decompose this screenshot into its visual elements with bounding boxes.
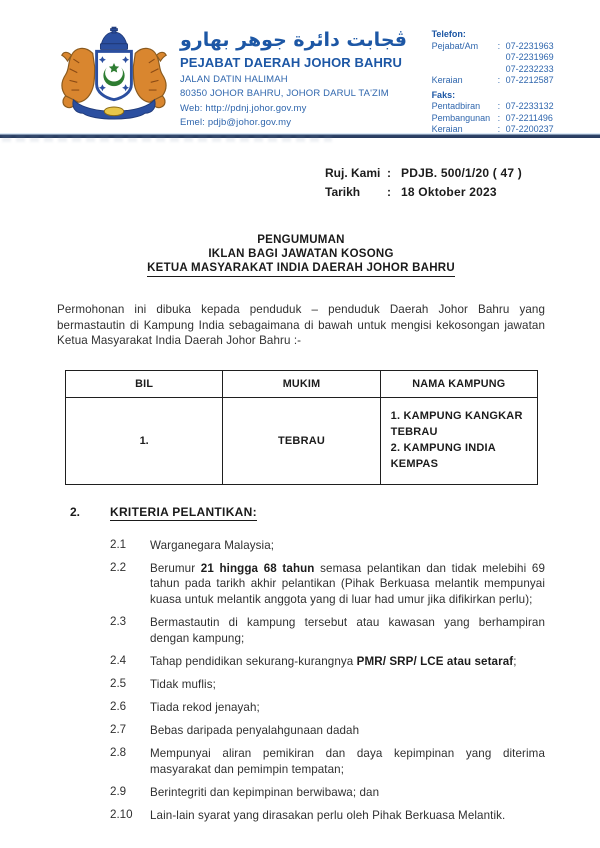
item-number: 2.4 xyxy=(110,653,127,667)
column-header-mukim: MUKIM xyxy=(223,370,380,397)
item-text: Berumur 21 hingga 68 tahun semasa pelantikan dan tidak melebihi 69 tahun pada tarikh akhir pelantikan (Pihak Berkuasa melantik mempunyai kuasa untuk melantik anggota yang di luar had umur jika difikirkan perlu); xyxy=(150,561,545,607)
item-text: Lain-lain syarat yang dirasakan perlu oleh Pihak Berkuasa Melantik. xyxy=(150,809,506,822)
item-number: 2.10 xyxy=(110,808,133,821)
fax-number: 07-2211496 xyxy=(505,112,553,123)
fax-number: 07-2233132 xyxy=(505,101,554,111)
item-text: Bermastautin di kampung tersebut atau kawasan yang berhampiran dengan kampung; xyxy=(150,616,545,645)
kampung-entry-1: 1. KAMPUNG KANGKAR TEBRAU xyxy=(390,409,523,438)
telefon-heading: Telefon: xyxy=(431,29,466,39)
letter-body xyxy=(0,164,600,824)
vacancy-table xyxy=(65,370,538,485)
phone-number: 07-2231963 xyxy=(505,40,554,51)
cell-bil: 1. xyxy=(66,397,223,484)
item-text: Tidak muflis; xyxy=(150,677,216,691)
office-name: PEJABAT DAERAH JOHOR BAHRU xyxy=(180,55,402,70)
announcement-title xyxy=(57,233,545,277)
title-line-2: IKLAN BAGI JAWATAN KOSONG xyxy=(208,248,394,260)
item-text: Tahap pendidikan sekurang-kurangnya PMR/ SRP/ LCE atau setaraf; xyxy=(150,654,517,668)
cell-mukim: TEBRAU xyxy=(223,397,380,484)
item-number: 2.8 xyxy=(110,746,127,760)
reference-block xyxy=(325,164,545,202)
faks-heading: Faks: xyxy=(431,89,456,100)
johor-coat-of-arms-logo xyxy=(56,26,172,128)
item-text: Mempunyai aliran pemikiran dan daya kepimpinan yang diterima masyarakat dan pemimpin tempatan; xyxy=(150,747,545,776)
date-value: 18 Oktober 2023 xyxy=(401,185,497,199)
item-number: 2.2 xyxy=(110,560,127,574)
phone-row xyxy=(432,41,590,53)
jawi-office-title: ڤجابت دائرة جوهر بهارو xyxy=(180,29,407,51)
phone-number: 07-2231969 xyxy=(505,52,554,62)
column-header-bil: BIL xyxy=(66,370,223,397)
fax-separator: : xyxy=(497,124,501,134)
phone-label xyxy=(432,52,498,64)
item-number: 2.9 xyxy=(110,784,127,798)
intro-paragraph: Permohonan ini dibuka kepada penduduk – penduduk Daerah Johor Bahru yang bermastautin di Kampung India sebagaimana di bawah untuk mengisi kekosongan jawatan Ketua Masyarakat India Daerah Johor Bahru :- xyxy=(57,303,545,348)
address-line-1: JALAN DATIN HALIMAH xyxy=(180,73,288,85)
list-item xyxy=(110,785,545,801)
item-number: 2.1 xyxy=(110,537,127,551)
contact-block xyxy=(432,24,590,133)
office-identity-block xyxy=(180,24,428,133)
ref-separator: : xyxy=(387,166,391,180)
table-header-row xyxy=(66,370,538,397)
item-number: 2.6 xyxy=(110,700,127,714)
fax-label: Keraian xyxy=(431,124,463,134)
section-number: 2. xyxy=(70,504,81,519)
section-2-heading xyxy=(70,505,545,521)
phone-label: Pejabat/Am xyxy=(431,40,479,51)
item-text: Warganegara Malaysia; xyxy=(150,538,275,552)
phone-number: 07-2232233 xyxy=(505,63,554,74)
phone-separator xyxy=(498,64,506,76)
phone-separator xyxy=(498,52,506,64)
phone-row xyxy=(432,52,590,64)
date-label: Tarikh xyxy=(325,185,361,199)
list-item xyxy=(110,746,545,777)
list-item xyxy=(110,615,545,646)
list-item xyxy=(110,700,545,716)
table-row xyxy=(66,397,538,484)
section-title: KRITERIA PELANTIKAN: xyxy=(110,504,257,519)
phone-separator: : xyxy=(497,40,501,51)
phone-label: Keraian xyxy=(431,75,463,85)
date-row xyxy=(325,183,545,202)
fax-row xyxy=(432,124,590,136)
fax-label: Pembangunan xyxy=(431,112,491,123)
letterhead xyxy=(0,0,600,133)
list-item xyxy=(110,561,545,608)
cell-nama-kampung xyxy=(380,397,537,484)
reference-number-row xyxy=(325,164,545,183)
list-item xyxy=(110,723,545,739)
item-number: 2.3 xyxy=(110,615,127,629)
date-separator: : xyxy=(387,185,391,199)
fax-separator: : xyxy=(497,112,501,123)
item-number: 2.5 xyxy=(110,676,127,690)
kampung-entry-2: 2. KAMPUNG INDIA KEMPAS xyxy=(390,441,496,470)
ref-label: Ruj. Kami xyxy=(325,166,381,180)
item-text: Bebas daripada penyalahgunaan dadah xyxy=(150,724,360,738)
list-item xyxy=(110,677,545,693)
fax-number: 07-2200237 xyxy=(505,124,554,134)
fax-label: Pentadbiran xyxy=(431,101,481,111)
title-line-1: PENGUMUMAN xyxy=(257,234,345,246)
title-line-3: KETUA MASYARAKAT INDIA DAERAH JOHOR BAHRU xyxy=(147,261,455,277)
fax-separator: : xyxy=(497,101,501,111)
fax-row xyxy=(432,113,590,125)
phone-row xyxy=(432,75,590,87)
item-number: 2.7 xyxy=(110,723,127,737)
fax-row xyxy=(432,101,590,113)
ref-value: PDJB. 500/1/20 ( 47 ) xyxy=(401,166,522,180)
johor-crest-icon xyxy=(56,26,172,128)
phone-separator: : xyxy=(497,75,501,85)
email-line: Emel: pdjb@johor.gov.my xyxy=(180,117,292,128)
column-header-nama-kampung: NAMA KAMPUNG xyxy=(380,370,537,397)
address-line-2: 80350 JOHOR BAHRU, JOHOR DARUL TA'ZIM xyxy=(180,88,389,99)
phone-label xyxy=(432,64,498,76)
criteria-list xyxy=(110,538,545,824)
list-item xyxy=(110,808,545,824)
item-text: Berintegriti dan kepimpinan berwibawa; dan xyxy=(150,785,380,799)
phone-row xyxy=(432,64,590,76)
list-item xyxy=(110,538,545,554)
website-line: Web: http://pdnj.johor.gov.my xyxy=(180,102,307,114)
phone-number: 07-2212587 xyxy=(505,75,554,85)
item-text: Tiada rekod jenayah; xyxy=(150,701,260,715)
list-item xyxy=(110,654,545,670)
